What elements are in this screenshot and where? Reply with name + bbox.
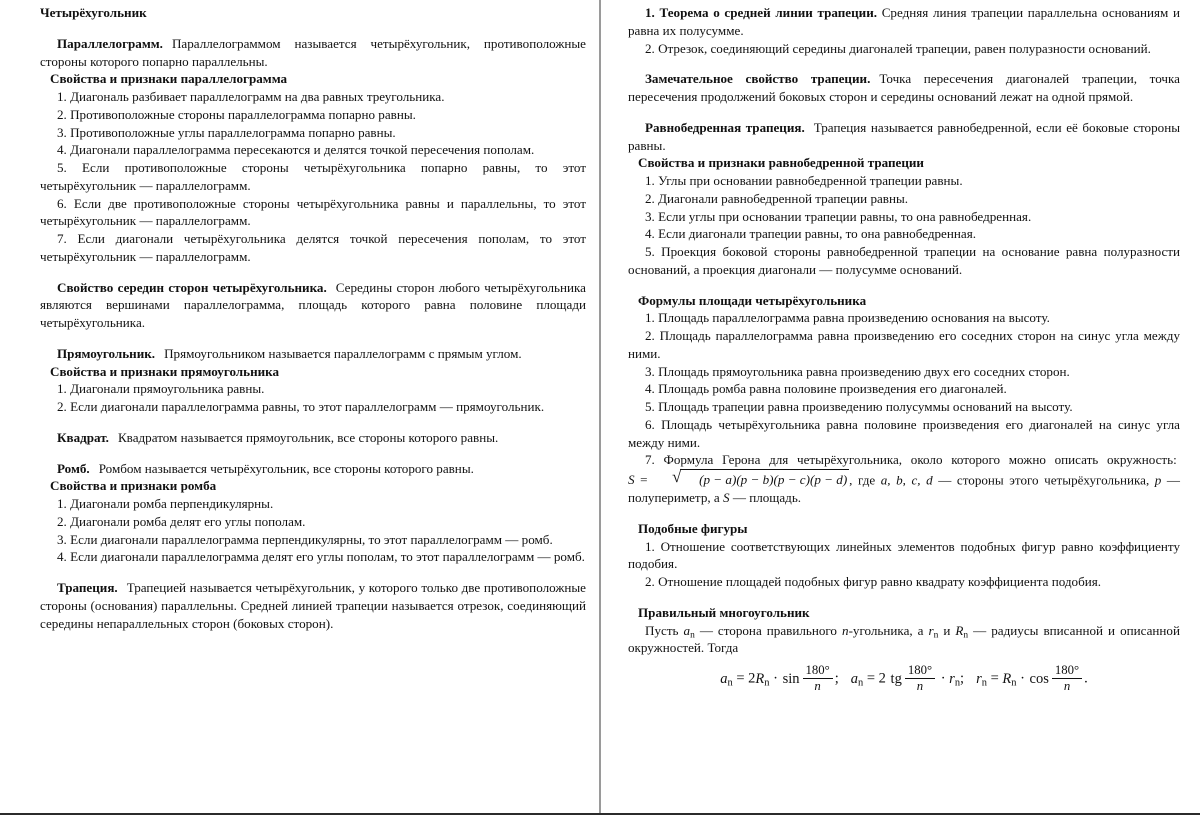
- eq-3: =: [990, 670, 999, 687]
- rectangle-term: Прямоугольник.: [57, 345, 156, 361]
- regular-polygon-intro-2: — сторона правильного: [694, 622, 843, 638]
- heron-S2: S: [723, 490, 730, 506]
- list-item: 2. Диагонали равнобедренной трапеции равны.: [645, 190, 909, 206]
- formula-a-n-2: $a_n$: [850, 670, 864, 689]
- heron-radicand: (p − a)(p − b)(p − c)(p − d): [680, 469, 849, 489]
- remarkable-property-term: Замечательное свойство трапеции.: [645, 71, 871, 87]
- dot-2: ·: [940, 670, 946, 687]
- coef-2-a: 2: [748, 670, 756, 687]
- heron-S: S: [628, 472, 635, 488]
- list-item: 1. Диагональ разбивает параллелограмм на два равных треугольника.: [57, 89, 445, 104]
- left-column: [40, 0, 586, 632]
- eq-1: =: [736, 670, 745, 687]
- square-term: Квадрат.: [57, 429, 109, 445]
- list-item: 2. Противоположные стороны параллелограмма попарно равны.: [57, 106, 416, 122]
- R-n-2: $R_n$: [1002, 670, 1017, 689]
- var-R-n: $R_n$: [955, 622, 969, 640]
- rhombus-definition-text: Ромбом называется четырёхугольник, все стороны которого равны.: [98, 460, 474, 476]
- regular-polygon-intro-3: -угольника, а: [848, 622, 929, 638]
- parallelogram-term: Параллелограмм.: [57, 35, 163, 51]
- regular-polygon-subheading: Правильный многоугольник: [638, 604, 810, 620]
- list-item: 4. Если диагонали трапеции равны, то она равнобедренная.: [645, 226, 976, 242]
- list-item: 2. Если диагонали параллелограмма равны, то этот параллелограмм — прямоугольник.: [57, 399, 545, 414]
- parallelogram-definition: [40, 35, 586, 71]
- list-item: 4. Если диагонали параллелограмма делят его углы пополам, то этот параллелограмм — ромб.: [57, 549, 585, 565]
- list-item: 4. Диагонали параллелограмма пересекаются и делятся точкой пересечения пополам.: [57, 142, 535, 158]
- trapezoid-midline-theorem: [628, 4, 1180, 40]
- list-item: 6. Площадь четырёхугольника равна половине произведения его диагоналей на синус угла между ними.: [628, 416, 1180, 450]
- heron-tail-1: , где: [849, 472, 881, 488]
- page-title: Четырёхугольник: [40, 5, 147, 20]
- semicolon-2: ;: [960, 670, 965, 687]
- numerator-180deg-1: 180°: [803, 664, 833, 679]
- similar-figures-subheading: Подобные фигуры: [638, 520, 748, 536]
- formula-r-n: $r_n$: [976, 670, 987, 689]
- radical-sign: √: [672, 466, 682, 486]
- list-item: 2. Площадь параллелограмма равна произведению его соседних сторон на синус угла между ними.: [628, 328, 1180, 361]
- heron-formula-item: [628, 451, 1180, 507]
- heron-tail-4: — площадь.: [729, 490, 802, 506]
- tg-fn: tg: [890, 670, 902, 687]
- isosceles-trapezoid-definition-text: Трапеция называется равнобедренной, если её боковые стороны равны.: [628, 119, 1180, 153]
- trapezoid-definition-text: Трапецией называется четырёхугольник, у которого только две противоположные стороны (основания) параллельны. Средней линией трапеции называется отрезок, соединяющий середины непараллельных сторон (боковых сторон).: [40, 580, 586, 631]
- rhombus-term: Ромб.: [57, 460, 90, 476]
- right-column: [628, 0, 1180, 693]
- heron-tail-3: — полупериметр, а: [628, 472, 1180, 506]
- regular-polygon-intro-4: и: [938, 622, 956, 638]
- midpoints-property: [40, 279, 586, 332]
- dot-1: ·: [773, 670, 778, 687]
- trapezoid-midline-theorem-lead: 1. Теорема о средней линии трапеции.: [645, 5, 878, 20]
- square-definition-text: Квадратом называется прямоугольник, все стороны которого равны.: [117, 429, 499, 445]
- trapezoid-midline-theorem-text: Средняя линия трапеции параллельна основаниям и равна их полусумме.: [628, 5, 1180, 38]
- denominator-n-2: n: [916, 679, 924, 694]
- list-item: 4. Площадь ромба равна половине произведения его диагоналей.: [645, 381, 1007, 397]
- midpoints-definition-text: Середины сторон любого четырёхугольника являются вершинами параллелограмма, площадь которого равна половине площади четырёхугольника.: [40, 279, 586, 330]
- heron-tail-2: — стороны этого четырёхугольника,: [932, 472, 1155, 488]
- list-item: 5. Площадь трапеции равна произведению полусуммы оснований на высоту.: [645, 399, 1073, 414]
- denominator-n-3: n: [1063, 679, 1071, 694]
- heron-formula-intro: 7. Формула Герона для четырёхугольника, около которого можно описать окружность:: [645, 452, 1177, 468]
- rhombus-definition: [40, 460, 586, 478]
- heron-p: p: [1154, 472, 1162, 488]
- midpoints-term: Свойство середин сторон четырёхугольника.: [57, 279, 327, 295]
- list-item: 2. Отношение площадей подобных фигур равно квадрату коэффициента подобия.: [645, 574, 1102, 590]
- parallelogram-subheading: Свойства и признаки параллелограмма: [50, 71, 288, 87]
- list-item: 2. Отрезок, соединяющий середины диагоналей трапеции, равен полуразности оснований.: [645, 40, 1151, 56]
- coef-2-b: 2: [878, 670, 886, 687]
- eq-2: =: [866, 670, 876, 687]
- list-item: 1. Углы при основании равнобедренной трапеции равны.: [645, 173, 963, 188]
- list-item: 3. Если диагонали параллелограмма перпендикулярны, то этот параллелограмм — ромб.: [57, 531, 553, 547]
- list-item: 1. Диагонали ромба перпендикулярны.: [57, 496, 274, 511]
- rectangle-subheading: Свойства и признаки прямоугольника: [50, 363, 280, 379]
- fraction-180-over-n-1: [803, 664, 833, 693]
- list-item: 5. Если противоположные стороны четырёхугольника попарно равны, то этот четырёхугольник — параллелограмм.: [40, 160, 586, 193]
- list-item: 7. Если диагонали четырёхугольника делятся точкой пересечения пополам, то этот четырёхугольник — параллелограмм.: [40, 231, 586, 264]
- list-item: 3. Площадь прямоугольника равна произведению двух его соседних сторон.: [645, 363, 1070, 379]
- fraction-180-over-n-3: [1052, 664, 1082, 693]
- remarkable-property-text: Точка пересечения диагоналей трапеции, точка пересечения продолжений боковых сторон и середины оснований лежат на одной прямой.: [628, 71, 1180, 104]
- rectangle-definition-text: Прямоугольником называется параллелограмм с прямым углом.: [164, 345, 522, 361]
- fraction-180-over-n-2: [905, 664, 935, 693]
- var-n: n: [842, 622, 849, 638]
- heron-formula-math: [628, 466, 849, 488]
- semicolon-1: ;: [834, 670, 839, 687]
- list-item: 3. Если углы при основании трапеции равны, то она равнобедренная.: [645, 208, 1032, 224]
- list-item: 6. Если две противоположные стороны четырёхугольника равны и параллельны, то этот четырёхугольник — параллелограмм.: [40, 195, 586, 229]
- regular-polygon-formulas: [628, 664, 1180, 693]
- regular-polygon-intro-5: — радиусы вписанной и описанной окружностей. Тогда: [628, 622, 1180, 656]
- isosceles-trapezoid-definition: [628, 119, 1180, 155]
- regular-polygon-intro: [628, 622, 1180, 658]
- var-a-n: $a_n$: [683, 622, 695, 640]
- R-n-1: $R_n$: [755, 670, 770, 689]
- rhombus-subheading: Свойства и признаки ромба: [50, 478, 217, 494]
- trapezoid-term: Трапеция.: [57, 580, 118, 595]
- isosceles-trapezoid-term: Равнобедренная трапеция.: [645, 119, 805, 135]
- list-item: 1. Отношение соответствующих линейных элементов подобных фигур равно коэффициенту подобия.: [628, 538, 1180, 572]
- denominator-n-1: n: [814, 679, 821, 694]
- sqrt-icon: [655, 466, 849, 489]
- remarkable-property: [628, 70, 1180, 106]
- list-item: 2. Диагонали ромба делят его углы пополам.: [57, 513, 306, 529]
- heron-vars: a, b, c, d: [880, 472, 933, 488]
- list-item: 5. Проекция боковой стороны равнобедренной трапеции на основание равна полуразности оснований, а проекция диагонали — полусумме оснований.: [628, 244, 1180, 277]
- parallelogram-definition-text: Параллелограммом называется четырёхугольник, противоположные стороны которого попарно параллельны.: [40, 35, 586, 69]
- trapezoid-definition: [40, 579, 586, 632]
- period-end: .: [1084, 670, 1088, 687]
- cos-fn: cos: [1029, 670, 1049, 687]
- regular-polygon-intro-1: Пусть: [645, 622, 684, 638]
- list-item: 1. Площадь параллелограмма равна произведению основания на высоту.: [645, 310, 1050, 326]
- isosceles-trapezoid-subheading: Свойства и признаки равнобедренной трапеции: [638, 155, 924, 171]
- square-definition: [40, 429, 586, 447]
- sin-fn: sin: [782, 670, 800, 687]
- list-item: 1. Диагонали прямоугольника равны.: [57, 381, 265, 397]
- r-n-1: $r_n$: [949, 670, 961, 689]
- rectangle-definition: [40, 345, 586, 363]
- dot-3: ·: [1020, 670, 1025, 687]
- heron-equals: =: [640, 472, 648, 488]
- formula-a-n-1: $a_n$: [720, 670, 733, 689]
- var-r-n: $r_n$: [928, 622, 939, 640]
- numerator-180deg-2: 180°: [905, 664, 935, 679]
- area-formulas-subheading: Формулы площади четырёхугольника: [638, 292, 867, 308]
- list-item: 3. Противоположные углы параллелограмма попарно равны.: [57, 124, 396, 140]
- numerator-180deg-3: 180°: [1052, 664, 1082, 679]
